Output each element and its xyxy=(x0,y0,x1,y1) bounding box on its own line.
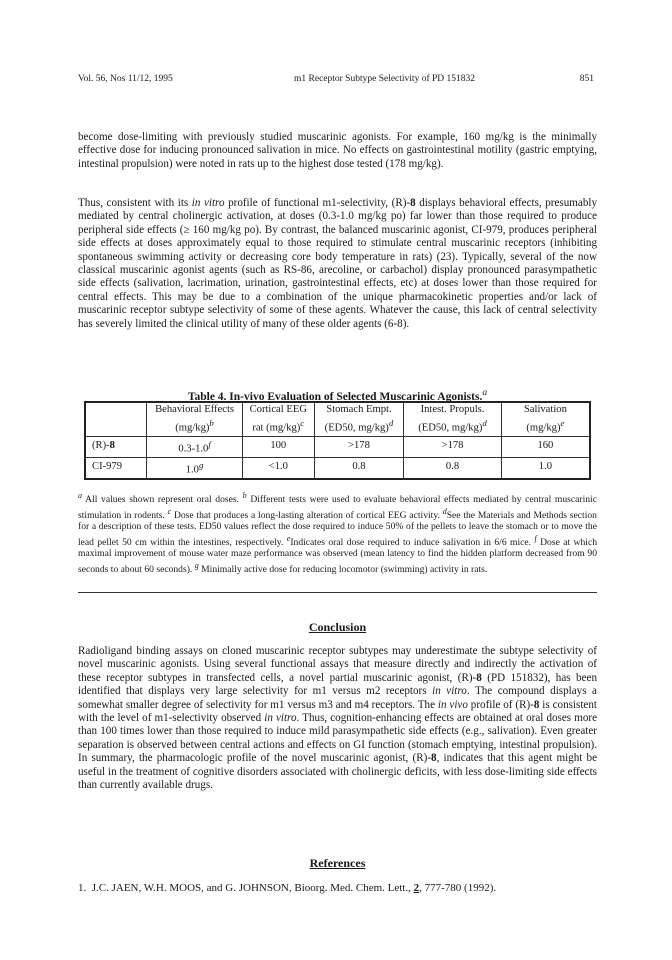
table-cell: 0.8 xyxy=(404,457,502,479)
conclusion-paragraph: Radioligand binding assays on cloned muscarinic receptor subtypes may underestimate the subtype selectivity of novel muscarinic agonists. Using several functional assays that measure directly and indirectly the activation of these receptor subtypes in transfected cells, a novel partial muscarinic agonist, (R)-8 (PD 151832), has been identified that displays very large selectivity for m1 versus m2 receptors in vitro. The compound displays a somewhat smaller degree of selectivity for m1 versus m3 and m4 receptors. The in vivo profile of (R)-8 is consistent with the level of m1-selectivity observed in vitro. Thus, cognition-enhancing effects are obtained at oral doses more than 100 times lower than those required to induce mild parasympathetic side effects (e.g., salivation). Even greater separation is observed between central actions and effects on GI function (stomach emptying, intestinal propulsion). In summary, the pharmacologic profile of the novel muscarinic agonist, (R)-8, indicates that this agent might be useful in the treatment of cognitive disorders associated with cholinergic deficits, with less dose-limiting side effects than currently available drugs. xyxy=(78,645,597,792)
footnote-divider xyxy=(78,592,597,593)
table-cell: 0.8 xyxy=(314,457,404,479)
col-header-salivation: Salivation $(mg/kg)^e$ xyxy=(501,402,590,436)
table-cell: 100 xyxy=(242,436,314,457)
running-header xyxy=(78,74,594,88)
table-cell: 160 xyxy=(501,436,590,457)
table-cell: 1.0 xyxy=(501,457,590,479)
table-footnotes: $^a$ All values shown represent oral doses. $^b$ Different tests were used to evaluate behavioral effects mediated by central muscarinic stimulation in rodents. $^c$ Dose that produces a long-lasting alteration of cortical EEG activity. $^d$See the Materials and Methods section for a description of these tests. ED50 values reflect the dose required to induce 50% of the pellets to leave the stomach or to move the lead pellet 50 cm within the intestines, respectively. $^e$Indicates oral dose required to induce salivation in 6/6 mice. $^f$ Dose at which maximal improvement of mouse water maze performance was observed (mean latency to find the hidden platform decreased from 90 seconds to about 60 seconds). $^g$ Minimally active dose for reducing locomotor (swimming) activity in rats. xyxy=(78,491,597,575)
paragraph-2: Thus, consistent with its in vitro profile of functional m1-selectivity, (R)-8 displays behavioral effects, presumably mediated by central cholinergic activation, at doses (0.3-1.0 mg/kg po) far lower than those required to produce peripheral side effects (≥ 160 mg/kg po). By contrast, the balanced muscarinic agonist, CI-979, produces peripheral side effects at doses approximately equal to those required to stimulate central muscarinic receptors (inhibiting spontaneous swimming activity or decreasing core body temperature in rats) (23). Typically, several of the now classical muscarinic agonist agents (such as RS-86, arecoline, or carbachol) display pronounced parasympathetic side effects (salivation, lacrimation, urination, gastrointestinal effects, etc) at doses lower than those required for central effects. This may be due to a combination of the unique pharmacokinetic properties and/or lack of muscarinic receptor subtype selectivity of some of these agents. Whatever the cause, this lack of central selectivity has severely limited the clinical utility of many of these older agents (6-8). xyxy=(78,197,597,330)
header-page-number: 851 xyxy=(579,74,594,84)
col-header-intestinal: Intest. Propuls. (ED50, mg/kg)$^d$ xyxy=(404,402,502,436)
col-header-eeg: Cortical EEG rat $(mg/kg)^c$ xyxy=(242,402,314,436)
table-caption: Table 4. In-vivo Evaluation of Selected Muscarinic Agonists.$^a$ xyxy=(187,387,488,403)
table-row xyxy=(85,436,590,457)
row-label: (R)-8 xyxy=(85,436,147,457)
table-row xyxy=(85,457,590,479)
table-cell: >178 xyxy=(314,436,404,457)
table-4 xyxy=(84,401,591,480)
header-volume: Vol. 56, Nos 11/12, 1995 xyxy=(78,74,173,84)
table-cell: 1.0$^g$ xyxy=(147,457,243,479)
table-cell: <1.0 xyxy=(242,457,314,479)
reference-1: 1. J.C. JAEN, W.H. MOOS, and G. JOHNSON, Bioorg. Med. Chem. Lett., 2, 777-780 (1992). xyxy=(78,882,497,894)
table-corner-cell xyxy=(85,402,147,436)
paragraph-1: become dose-limiting with previously studied muscarinic agonists. For example, 160 mg/kg is the minimally effective dose for inducing pronounced salivation in mice. No effects on gastrointestinal motility (gastric emptying, intestinal propulsion) were noted in rats up to the highest dose tested (178 mg/kg). xyxy=(78,131,597,170)
header-title: m1 Receptor Subtype Selectivity of PD 151832 xyxy=(294,74,476,84)
col-header-behavioral: Behavioral Effects $(mg/kg)^b$ xyxy=(147,402,243,436)
col-header-stomach: Stomach Empt. (ED50, mg/kg)$^d$ xyxy=(314,402,404,436)
references-heading: References xyxy=(309,856,366,870)
table-header-row xyxy=(85,402,590,436)
table-cell: >178 xyxy=(404,436,502,457)
table-cell: 0.3-1.0$^f$ xyxy=(147,436,243,457)
conclusion-heading: Conclusion xyxy=(308,620,367,634)
row-label: CI-979 xyxy=(85,457,147,479)
